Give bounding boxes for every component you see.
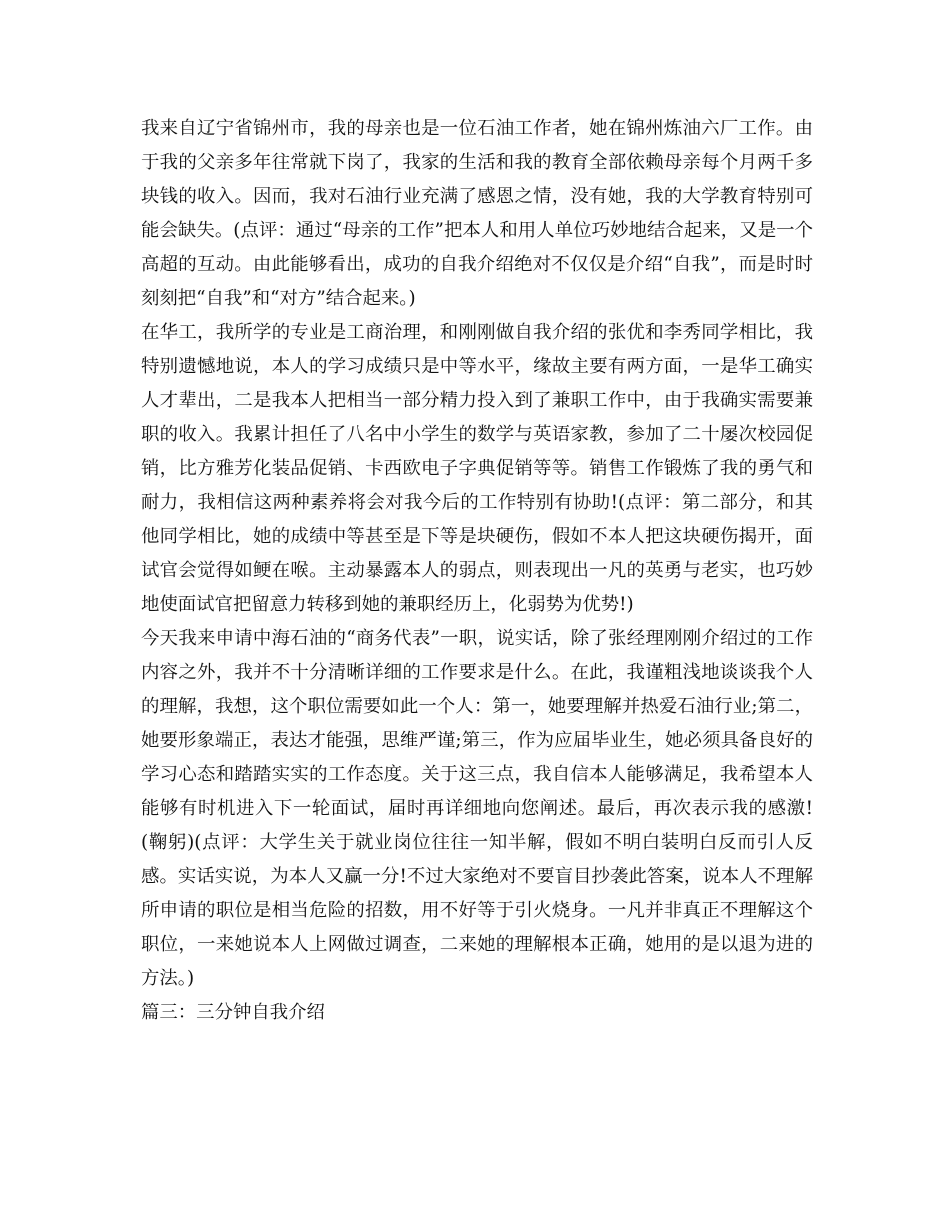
- paragraph-mother-oil-worker: 我来自辽宁省锦州市，我的母亲也是一位石油工作者，她在锦州炼油六厂工作。由于我的父亲多年往常就下岗了，我家的生活和我的教育全部依赖母亲每个月两千多块钱的收入。因而，我对石油行业充满了感恩之情，没有她，我的大学教育特别可能会缺失。(点评：通过“母亲的工作”把本人和用人单位巧妙地结合起来，又是一个高超的互动。由此能够看出，成功的自我介绍绝对不仅仅是介绍“自我”，而是时时刻刻把“自我”和“对方”结合起来。): [141, 118, 813, 309]
- paragraph-position-understanding: 今天我来申请中海石油的“商务代表”一职，说实话，除了张经理刚刚介绍过的工作内容之外，我并不十分清晰详细的工作要求是什么。在此，我谨粗浅地谈谈我个人的理解，我想，这个职位需要如此一个人：第一，她要理解并热爱石油行业;第二，她要形象端正，表达才能强，思维严谨;第三，作为应届毕业生，她必须具备良好的学习心态和踏踏实实的工作态度。关于这三点，我自信本人能够满足，我希望本人能够有时机进入下一轮面试，届时再详细地向您阐述。最后，再次表示我的感激!(鞠躬)(点评：大学生关于就业岗位往往一知半解，假如不明白装明白反而引人反感。实话实说，为本人又赢一分!不过大家绝对不要盲目抄袭此答案，说本人不理解所申请的职位是相当危险的招数，用不好等于引火烧身。一凡并非真正不理解这个职位，一来她说本人上网做过调查，二来她的理解根本正确，她用的是以退为进的方法。): [141, 628, 813, 989]
- document-body: [141, 112, 813, 1030]
- paragraph-study-and-parttime: 在华工，我所学的专业是工商治理，和刚刚做自我介绍的张优和李秀同学相比，我特别遗憾地说，本人的学习成绩只是中等水平，缘故主要有两方面，一是华工确实人才辈出，二是我本人把相当一部分精力投入到了兼职工作中，由于我确实需要兼职的收入。我累计担任了八名中小学生的数学与英语家教，参加了二十屡次校园促销，比方雅芳化装品促销、卡西欧电子字典促销等等。销售工作锻炼了我的勇气和耐力，我相信这两种素养将会对我今后的工作特别有协助!(点评：第二部分，和其他同学相比，她的成绩中等甚至是下等是块硬伤，假如不本人把这块硬伤揭开，面试官会觉得如鲠在喉。主动暴露本人的弱点，则表现出一凡的英勇与老实，也巧妙地使面试官把留意力转移到她的兼职经历上，化弱势为优势!): [141, 322, 813, 615]
- section-heading: 篇三：三分钟自我介绍: [141, 1002, 325, 1023]
